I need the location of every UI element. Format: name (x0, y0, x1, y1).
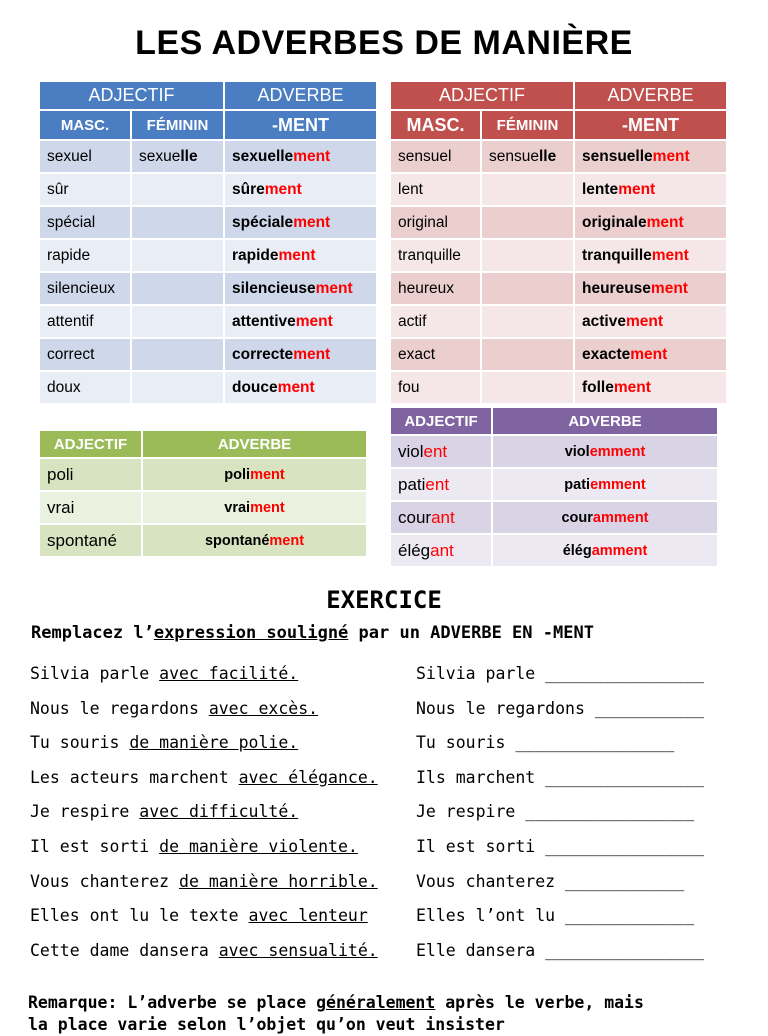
table-row (39, 305, 377, 338)
table-row (39, 371, 377, 404)
table-row (39, 173, 377, 206)
header-masc: MASC. (390, 110, 481, 140)
adverb-cell: correctement (224, 338, 377, 371)
exercise-sentence: Cette dame dansera avec sensualité. (30, 940, 378, 960)
answer-blank[interactable]: ________________ (545, 837, 705, 856)
feminin-cell (481, 173, 574, 206)
table-row (390, 338, 727, 371)
feminin-cell (481, 272, 574, 305)
header-feminin: FÉMININ (131, 110, 224, 140)
header-adjectif: ADJECTIF (39, 430, 142, 458)
feminin-cell (131, 338, 224, 371)
header-adverbe: ADVERBE (492, 407, 718, 435)
masc-cell: exact (390, 338, 481, 371)
feminin-cell (131, 272, 224, 305)
adverb-cell: exactement (574, 338, 727, 371)
adverb-cell: spécialement (224, 206, 377, 239)
adverb-cell: poliment (142, 458, 367, 491)
red-adjective-table (389, 80, 728, 405)
adjectif-cell: poli (39, 458, 142, 491)
adverb-cell: attentivement (224, 305, 377, 338)
adverb-cell: lentement (574, 173, 727, 206)
masc-cell: heureux (390, 272, 481, 305)
header-feminin: FÉMININ (481, 110, 574, 140)
feminin-cell (481, 206, 574, 239)
masc-cell: correct (39, 338, 131, 371)
header-adjectif: ADJECTIF (390, 81, 574, 110)
table-row (390, 468, 718, 501)
adjectif-cell: élégant (390, 534, 492, 567)
exercise-answer-line: Elles l’ont lu _____________ (416, 906, 695, 926)
adverb-cell: couramment (492, 501, 718, 534)
header-adjectif: ADJECTIF (390, 407, 492, 435)
table-row (39, 338, 377, 371)
masc-cell: actif (390, 305, 481, 338)
table-row (39, 140, 377, 173)
table-row (39, 239, 377, 272)
exercise-title: EXERCICE (326, 586, 442, 614)
exercise-answer-line: Elle dansera ________________ (416, 940, 705, 960)
answer-blank[interactable]: ____________ (565, 871, 685, 891)
exercise-answer-line: Il est sorti ________________ (416, 837, 705, 856)
adverb-cell: vraiment (142, 491, 367, 524)
header-adverbe: ADVERBE (142, 430, 367, 458)
adverb-cell: sûrement (224, 173, 377, 206)
masc-cell: spécial (39, 206, 131, 239)
adverb-cell: élégamment (492, 534, 718, 567)
masc-cell: silencieux (39, 272, 131, 305)
table-row (390, 305, 727, 338)
answer-blank[interactable]: ________________ (545, 940, 705, 960)
answer-blank[interactable]: ________________ (545, 767, 705, 787)
adverb-cell: doucement (224, 371, 377, 404)
exercise-answer-line: Je respire _________________ (416, 802, 695, 822)
exercise-sentence: Elles ont lu le texte avec lenteur (30, 906, 368, 926)
answer-blank[interactable]: _________________ (525, 802, 695, 822)
feminin-cell (131, 239, 224, 272)
masc-cell: tranquille (390, 239, 481, 272)
exercise-sentence: Les acteurs marchent avec élégance. (30, 767, 378, 787)
exercise-answer-line: Nous le regardons ___________ (416, 698, 705, 718)
adverb-cell: spontanément (142, 524, 367, 557)
adverb-cell: sensuellement (574, 140, 727, 173)
feminin-cell (481, 239, 574, 272)
adjectif-cell: vrai (39, 491, 142, 524)
masc-cell: rapide (39, 239, 131, 272)
exercise-note: Remarque: L’adverbe se place généralement après le verbe, mais la place varie selon l’objet qu’on veut insister (28, 993, 644, 1034)
exercise-sentence: Je respire avec difficulté. (30, 802, 299, 822)
answer-blank[interactable]: ________________ (515, 733, 675, 753)
exercise-instruction: Remplacez l’expression souligné par un ADVERBE EN -MENT (31, 623, 594, 643)
table-row (39, 524, 367, 557)
exercise-sentence: Il est sorti de manière violente. (30, 837, 358, 856)
feminin-cell (131, 173, 224, 206)
adverb-cell: originalement (574, 206, 727, 239)
header-ment: -MENT (224, 110, 377, 140)
header-adjectif: ADJECTIF (39, 81, 224, 110)
table-row (390, 239, 727, 272)
adjectif-cell: patient (390, 468, 492, 501)
purple-adjective-table (389, 406, 719, 568)
exercise-sentence: Vous chanterez de manière horrible. (30, 871, 378, 891)
feminin-cell (481, 305, 574, 338)
feminin-cell: sensuelle (481, 140, 574, 173)
adjectif-cell: courant (390, 501, 492, 534)
masc-cell: lent (390, 173, 481, 206)
table-row (390, 371, 727, 404)
table-row (39, 491, 367, 524)
answer-blank[interactable]: _____________ (565, 906, 695, 926)
table-row (390, 206, 727, 239)
adverb-cell: follement (574, 371, 727, 404)
feminin-cell (131, 206, 224, 239)
header-masc: MASC. (39, 110, 131, 140)
adverb-cell: patiemment (492, 468, 718, 501)
adverb-cell: rapidement (224, 239, 377, 272)
green-adjective-table (38, 429, 368, 558)
feminin-cell (481, 338, 574, 371)
masc-cell: doux (39, 371, 131, 404)
feminin-cell (131, 371, 224, 404)
answer-blank[interactable]: ___________ (594, 698, 705, 718)
adverb-cell: activement (574, 305, 727, 338)
adjectif-cell: spontané (39, 524, 142, 557)
exercise-sentence: Tu souris de manière polie. (30, 733, 299, 753)
exercise-answer-line: Tu souris ________________ (416, 733, 675, 753)
masc-cell: sensuel (390, 140, 481, 173)
exercise-sentence: Silvia parle avec facilité. (30, 664, 299, 683)
table-row (39, 206, 377, 239)
adverb-cell: tranquillement (574, 239, 727, 272)
table-row (39, 272, 377, 305)
table-row (39, 458, 367, 491)
masc-cell: fou (390, 371, 481, 404)
header-adverbe: ADVERBE (224, 81, 377, 110)
table-row (390, 534, 718, 567)
feminin-cell: sexuelle (131, 140, 224, 173)
feminin-cell (481, 371, 574, 404)
adverb-cell: sexuellement (224, 140, 377, 173)
adverb-cell: heureusement (574, 272, 727, 305)
masc-cell: sexuel (39, 140, 131, 173)
adverb-cell: silencieusement (224, 272, 377, 305)
exercise-answer-line: Ils marchent ________________ (416, 767, 705, 787)
table-row (390, 501, 718, 534)
masc-cell: original (390, 206, 481, 239)
table-row (390, 173, 727, 206)
masc-cell: sûr (39, 173, 131, 206)
exercise-sentence: Nous le regardons avec excès. (30, 698, 319, 718)
header-adverbe: ADVERBE (574, 81, 727, 110)
header-ment: -MENT (574, 110, 727, 140)
table-row (390, 272, 727, 305)
table-row (390, 140, 727, 173)
exercise-answer-line: Silvia parle ________________ (416, 664, 705, 683)
adjectif-cell: violent (390, 435, 492, 468)
page-title: LES ADVERBES DE MANIÈRE (135, 24, 633, 62)
answer-blank[interactable]: ________________ (545, 664, 705, 683)
adverb-cell: violemment (492, 435, 718, 468)
masc-cell: attentif (39, 305, 131, 338)
table-row (390, 435, 718, 468)
exercise-answer-line: Vous chanterez ____________ (416, 871, 685, 891)
feminin-cell (131, 305, 224, 338)
blue-adjective-table (38, 80, 378, 405)
